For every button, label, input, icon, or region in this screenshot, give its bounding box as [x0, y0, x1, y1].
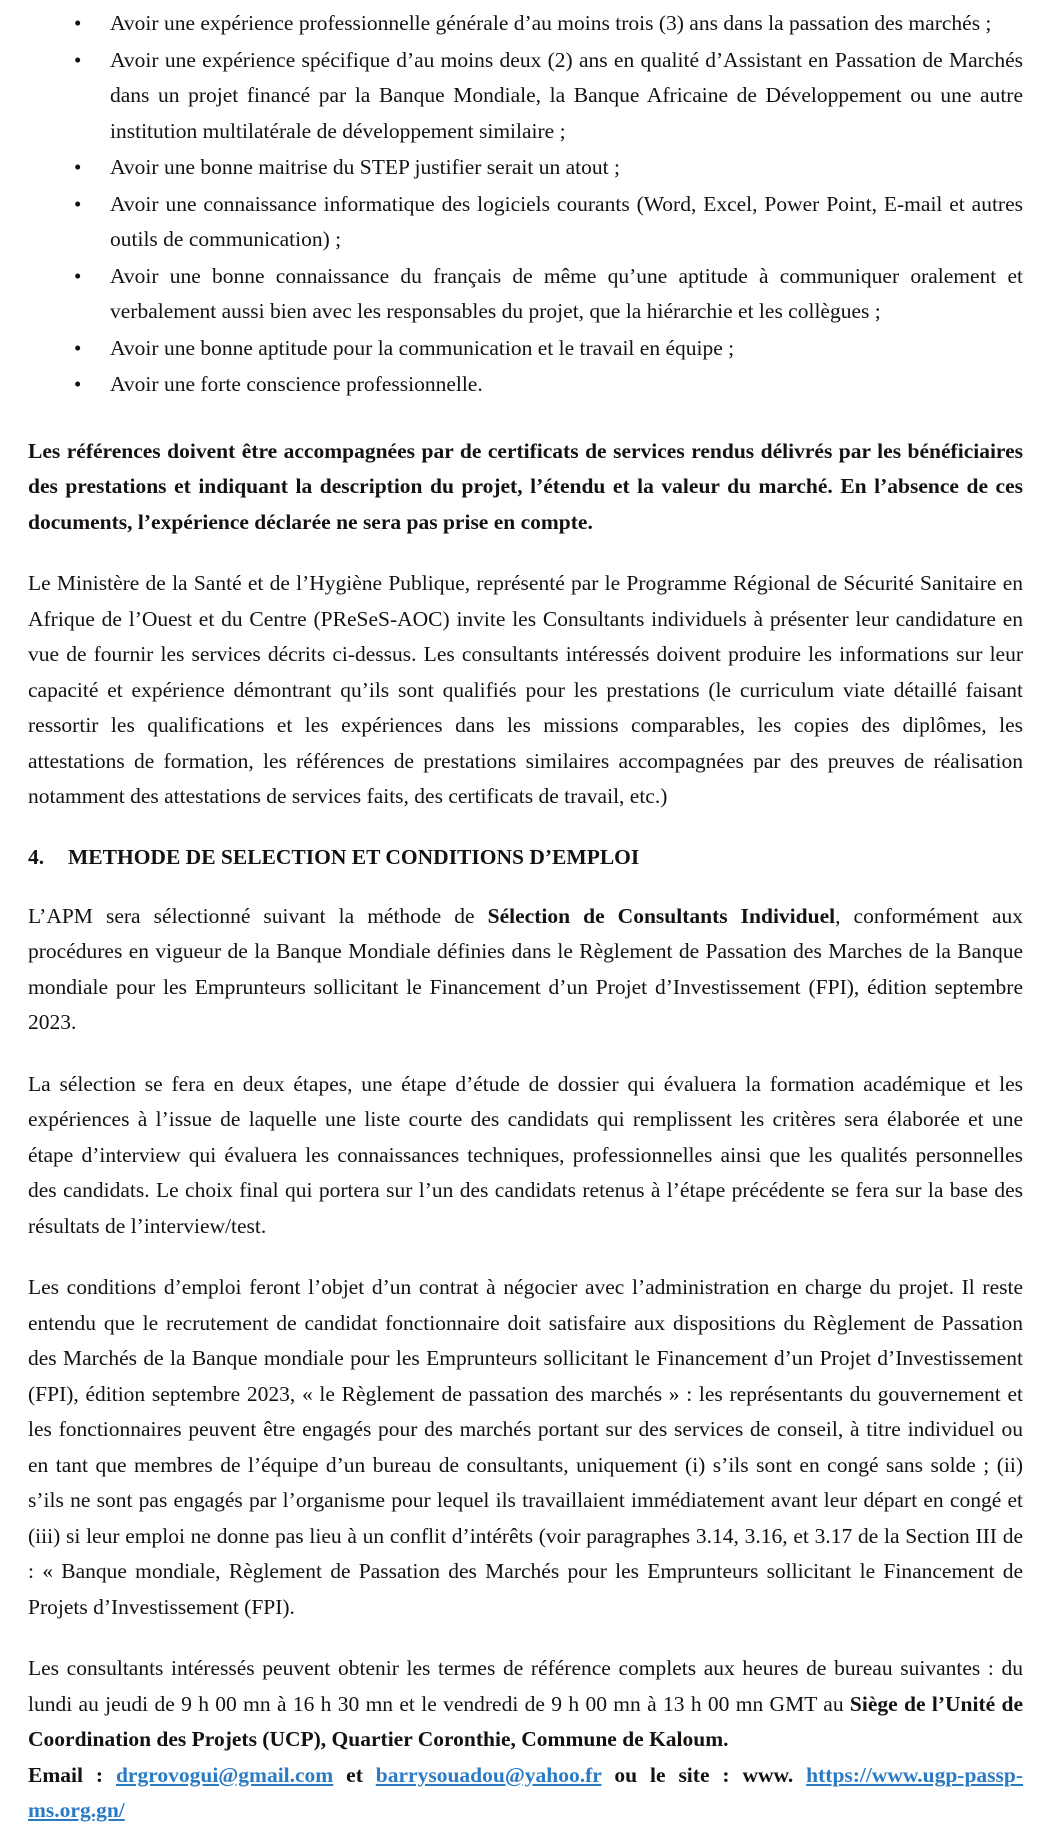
contact-conjunction: et — [333, 1762, 376, 1787]
list-item — [28, 367, 1023, 403]
requirements-list — [28, 6, 1023, 403]
selection-stages-paragraph: La sélection se fera en deux étapes, une étape d’étude de dossier qui évaluera la formation académique et les expériences à l’issue de laquelle une liste courte des candidats qui remplissent les critères sera élaborée et une étape d’interview qui évaluera les connaissances techniques, professionnelles ainsi que les qualités personnelles des candidats. Le choix final qui portera sur l’un des candidats retenus à l’étape précédente se fera sur la base des résultats de l’interview/test. — [28, 1071, 1023, 1238]
spacer — [28, 1244, 1023, 1270]
bullet-icon: • — [74, 11, 82, 35]
selection-method-paragraph — [28, 899, 1023, 1041]
selection-method-emphasis: Sélection de Consultants Individuel — [487, 903, 836, 928]
invitation-paragraph: Le Ministère de la Santé et de l’Hygiène Publique, représenté par le Programme Régional de Sécurité Sanitaire en Afrique de l’Ouest et du Centre (PReSeS-AOC) invite les Consultants individuels à présenter leur candidature en vue de fournir les services décrits ci-dessus. Les consultants intéressés doivent produire les informations sur leur capacité et expérience démontrant qu’ils sont qualifiés pour les prestations (le curriculum viate détaillé faisant ressortir les qualifications et les expériences dans les missions comparables, les copies des diplômes, les attestations de formation, les références de prestations similaires accompagnées par des preuves de réalisation notamment des attestations de services faits, des certificats de travail, etc.) — [28, 571, 1023, 808]
spacer — [28, 1625, 1023, 1651]
list-item — [28, 331, 1023, 367]
spacer — [28, 873, 1023, 899]
list-item — [28, 6, 1023, 42]
bullet-icon: • — [74, 191, 82, 216]
list-item-text: Avoir une forte conscience professionnelle. — [110, 372, 483, 396]
employment-conditions-paragraph: Les conditions d’emploi feront l’objet d’un contrat à négocier avec l’administration en charge du projet. Il reste entendu que le recrutement de candidat fonctionnaire doit satisfaire aux dispositions du Règlement de Passation des Marchés de la Banque mondiale pour les Emprunteurs sollicitant le Financement d’un Projet d’Investissement (FPI), édition septembre 2023, « le Règlement de passation des marchés » : les représentants du gouvernement et les fonctionnaires peuvent être engagés pour des marchés portant sur des services de conseil, à titre individuel ou en tant que membres de l’équipe d’un bureau de consultants, uniquement (i) s’ils sont en congé sans solde ; (ii) s’ils ne sont pas engagés par l’organisme pour lequel ils travaillaient immédiatement avant leur départ en congé et (iii) si leur emploi ne donne pas lieu à un conflit d’intérêts (voir paragraphes 3.14, 3.16, et 3.17 de la Section III de : « Banque mondiale, Règlement de Passation des Marchés pour les Emprunteurs sollicitant le Financement de Projets d’Investissement (FPI). — [28, 1275, 1023, 1619]
list-item — [28, 150, 1023, 186]
list-item — [28, 259, 1023, 330]
spacer — [28, 815, 1023, 841]
section-number: 4. — [28, 844, 45, 869]
email-label: Email : — [28, 1762, 116, 1787]
list-item-text: Avoir une bonne aptitude pour la communication et le travail en équipe ; — [110, 335, 735, 360]
spacer — [28, 540, 1023, 566]
list-item-text: Avoir une connaissance informatique des logiciels courants (Word, Excel, Power Point, E-mail et autres outils de communication) ; — [110, 191, 1023, 251]
bullet-icon: • — [74, 372, 82, 396]
contact-address: Siège de l’Unité de Coordination des Projets (UCP), Quartier Coronthie, Commune de Kaloum. — [28, 1691, 1023, 1751]
website-link[interactable]: https://www.ugp-passp-ms.org.gn/ — [28, 1762, 1024, 1822]
bullet-icon: • — [74, 155, 82, 179]
selection-method-text-after: , conformément aux procédures en vigueur de la Banque Mondiale définies dans le Règlement de Passation des Marches de la Banque mondiale pour les Emprunteurs sollicitant le Financement d’un Projet d’Investissement (FPI), édition septembre 2023. — [28, 903, 1024, 1034]
bullet-icon: • — [74, 335, 82, 360]
website-label: ou le site : www. — [601, 1762, 807, 1787]
list-item-text: Avoir une expérience spécifique d’au moins deux (2) ans en qualité d’Assistant en Passation de Marchés dans un projet financé par la Banque Mondiale, la Banque Africaine de Développement ou une autre institution multilatérale de développement similaire ; — [110, 47, 1023, 143]
list-item — [28, 187, 1023, 258]
references-notice: Les références doivent être accompagnées par de certificats de services rendus délivrés par les bénéficiaires des prestations et indiquant la description du projet, l’étendu et la valeur du marché. En l’absence de ces documents, l’expérience déclarée ne sera pas prise en compte. — [28, 438, 1023, 534]
list-item-text: Avoir une bonne connaissance du français de même qu’une aptitude à communiquer oralement et verbalement aussi bien avec les responsables du projet, que la hiérarchie et les collègues ; — [110, 263, 1023, 323]
selection-method-text-before: L’APM sera sélectionné suivant la méthode de — [28, 903, 488, 928]
section-4-heading — [28, 841, 1023, 873]
list-item — [28, 43, 1023, 150]
spacer — [28, 1041, 1023, 1067]
bullet-icon: • — [74, 263, 82, 288]
email-link-primary[interactable]: drgrovogui@gmail.com — [115, 1762, 334, 1787]
contact-intro-text: Les consultants intéressés peuvent obtenir les termes de référence complets aux heures de bureau suivantes : du lundi au jeudi de 9 h 00 mn à 16 h 30 mn et le vendredi de 9 h 00 mn à 13 h 00 mn GMT au — [28, 1656, 1023, 1716]
list-item-text: Avoir une bonne maitrise du STEP justifier serait un atout ; — [110, 155, 620, 179]
spacer — [28, 404, 1023, 434]
section-title: METHODE DE SELECTION ET CONDITIONS D’EMPLOI — [68, 844, 640, 869]
list-item-text: Avoir une expérience professionnelle générale d’au moins trois (3) ans dans la passation des marchés ; — [110, 11, 992, 35]
bullet-icon: • — [74, 47, 82, 72]
email-link-secondary[interactable]: barrysouadou@yahoo.fr — [375, 1762, 602, 1787]
contact-paragraph — [28, 1651, 1023, 1829]
